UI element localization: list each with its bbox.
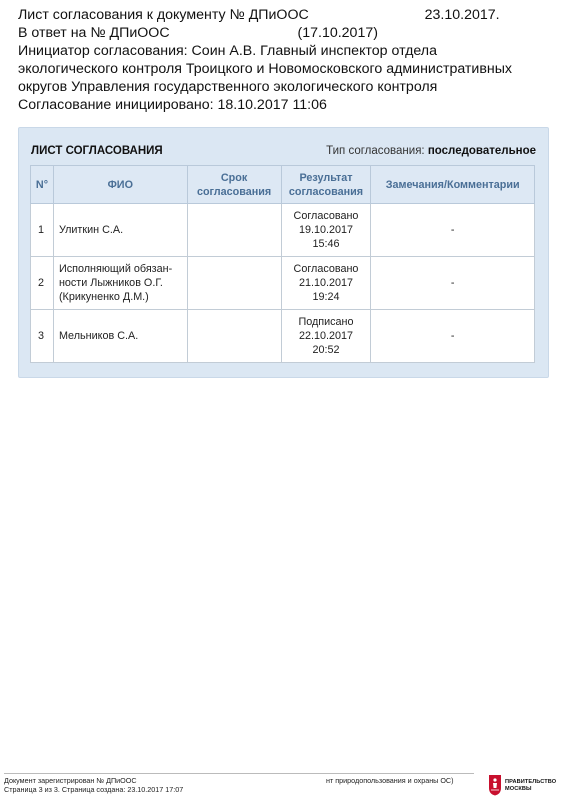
header-initiator-3: округов Управления государственного экологического контроля <box>18 79 438 95</box>
row-result <box>281 257 371 310</box>
row-result-time: 15:46 <box>312 238 340 250</box>
header-document-date: 23.10.2017. <box>424 7 500 23</box>
table-header-row <box>31 166 535 204</box>
row-fio-line: Улиткин С.А. <box>58 224 124 236</box>
table-row <box>31 257 535 310</box>
approval-type-label: Тип согласования: <box>326 145 425 157</box>
row-number: 1 <box>31 204 54 257</box>
page-footer <box>4 776 183 794</box>
logo-text-line1: ПРАВИТЕЛЬСТВО <box>505 779 557 785</box>
redacted-block <box>174 27 294 39</box>
row-deadline <box>187 204 281 257</box>
row-result <box>281 204 371 257</box>
header-line-document <box>18 6 558 24</box>
header-initiated-at: Согласование инициировано: 18.10.2017 11:06 <box>18 97 327 113</box>
row-number: 2 <box>31 257 54 310</box>
approval-type <box>326 145 536 157</box>
row-deadline <box>187 310 281 363</box>
header-initiator-2: экологического контроля Троицкого и Новомосковского административных <box>18 61 512 77</box>
logo-text-line2: МОСКВЫ <box>505 786 532 792</box>
row-result-date: 22.10.2017 <box>298 330 353 342</box>
header-document-prefix: Лист согласования к документу № ДПиООС <box>18 7 309 23</box>
moscow-coat-of-arms-icon <box>488 774 502 796</box>
row-result-status: Согласовано <box>293 263 359 275</box>
approval-type-value: последовательное <box>427 145 536 157</box>
footer-divider <box>4 773 474 774</box>
row-result-time: 20:52 <box>312 344 340 356</box>
row-fio <box>53 310 187 363</box>
footer-registered: Документ зарегистрирован № ДПиООС <box>4 776 137 785</box>
column-header-result-line1: Результат <box>299 171 353 184</box>
column-header-result-line2: согласования <box>288 185 364 198</box>
approval-table <box>30 165 535 363</box>
header-reply-prefix: В ответ на № ДПиООС <box>18 25 170 41</box>
header-line-reply <box>18 24 558 42</box>
row-fio <box>53 257 187 310</box>
row-comment: - <box>371 204 535 257</box>
row-comment: - <box>371 257 535 310</box>
column-header-deadline-line1: Срок <box>220 171 248 184</box>
row-deadline <box>187 257 281 310</box>
row-result <box>281 310 371 363</box>
column-header-deadline <box>187 166 281 204</box>
row-result-status: Подписано <box>298 316 354 328</box>
row-comment: - <box>371 310 535 363</box>
redacted-block <box>313 9 421 21</box>
approval-sheet-panel <box>18 127 549 378</box>
table-row <box>31 204 535 257</box>
row-result-status: Согласовано <box>293 210 359 222</box>
row-result-date: 21.10.2017 <box>298 277 353 289</box>
header-initiator-1: Инициатор согласования: Соин А.В. Главный инспектор отдела <box>18 43 437 59</box>
panel-header <box>31 145 536 161</box>
column-header-result <box>281 166 371 204</box>
row-fio-line: Мельников С.А. <box>58 330 139 342</box>
header-reply-date: (17.10.2017) <box>297 25 378 41</box>
panel-title: ЛИСТ СОГЛАСОВАНИЯ <box>31 145 163 157</box>
column-header-num: N° <box>31 166 54 204</box>
footer-department: нт природопользования и охраны ОС) <box>326 776 454 785</box>
column-header-deadline-line2: согласования <box>196 185 272 198</box>
document-header <box>18 6 558 114</box>
footer-page-info: Страница 3 из 3. Страница создана: 23.10.2017 17:07 <box>4 785 184 794</box>
row-fio-line: ности Лыжников О.Г. <box>58 277 163 289</box>
column-header-comments: Замечания/Комментарии <box>371 166 535 204</box>
table-row <box>31 310 535 363</box>
row-fio <box>53 204 187 257</box>
row-fio-line: (Крикуненко Д.М.) <box>58 291 149 303</box>
column-header-fio: ФИО <box>53 166 187 204</box>
row-number: 3 <box>31 310 54 363</box>
moscow-government-logo <box>488 774 560 798</box>
row-fio-line: Исполняющий обязан- <box>58 263 173 275</box>
row-result-time: 19:24 <box>312 291 340 303</box>
logo-text <box>505 779 556 793</box>
row-result-date: 19.10.2017 <box>298 224 353 236</box>
